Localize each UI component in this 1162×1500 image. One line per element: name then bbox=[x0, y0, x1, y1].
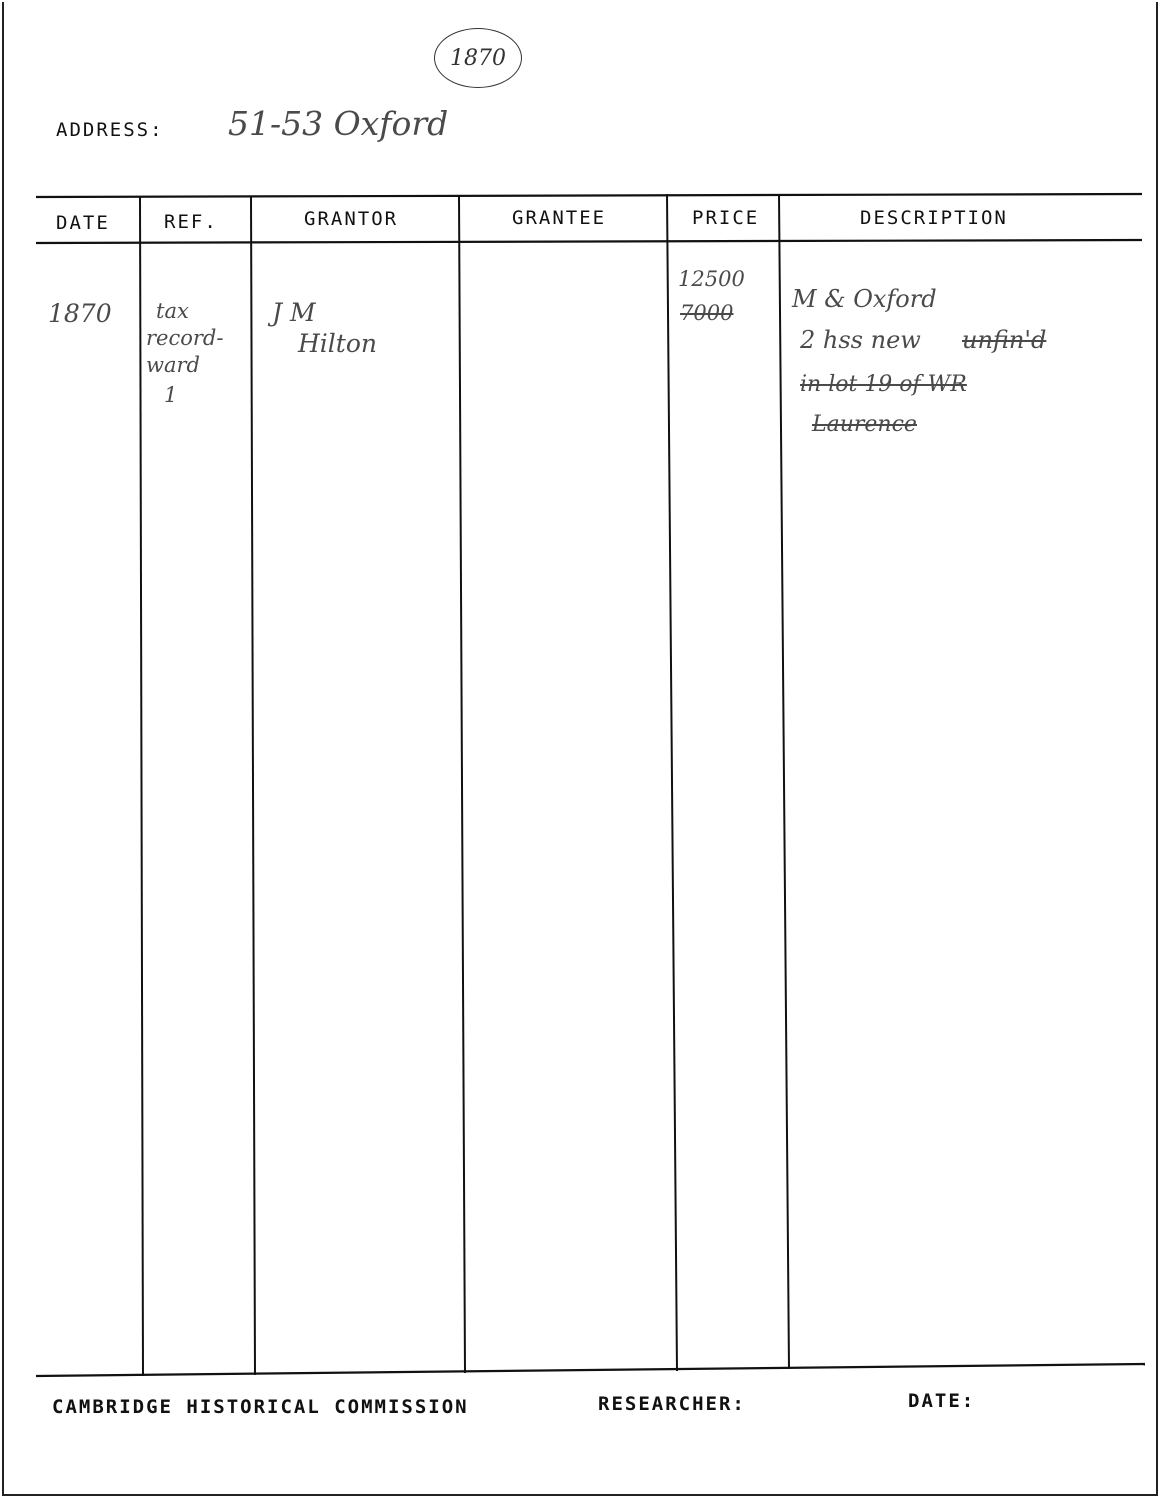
entry-ref-line-3: ward bbox=[146, 353, 200, 377]
footer-researcher-label: RESEARCHER: bbox=[598, 1393, 746, 1415]
entry-description-struck-3: Laurence bbox=[812, 412, 917, 437]
footer-date-label: DATE: bbox=[908, 1390, 976, 1412]
entry-ref-line-4: 1 bbox=[164, 383, 178, 407]
column-header-grantee: GRANTEE bbox=[512, 207, 607, 229]
entry-description-line-2: 2 hss new bbox=[800, 326, 921, 354]
address-value: 51-53 Oxford bbox=[228, 104, 449, 143]
circled-year-text: 1870 bbox=[450, 45, 506, 71]
footer-commission: CAMBRIDGE HISTORICAL COMMISSION bbox=[52, 1396, 469, 1418]
entry-date: 1870 bbox=[48, 299, 112, 328]
entry-price-struck: 7000 bbox=[680, 301, 734, 325]
entry-grantor-line-1: J M bbox=[272, 298, 316, 327]
column-header-price: PRICE bbox=[692, 207, 760, 229]
entry-description-line-1: M & Oxford bbox=[792, 285, 937, 313]
column-header-description: DESCRIPTION bbox=[860, 207, 1008, 229]
column-header-ref: REF. bbox=[164, 211, 218, 233]
column-header-grantor: GRANTOR bbox=[304, 208, 399, 230]
column-header-date: DATE bbox=[56, 212, 110, 234]
entry-price: 12500 bbox=[678, 267, 745, 291]
entry-ref-line-1: tax bbox=[156, 299, 189, 323]
entry-description-struck-1: unfin'd bbox=[962, 326, 1047, 354]
entry-grantor-line-2: Hilton bbox=[298, 329, 377, 358]
entry-description-struck-2: in lot 19 of WR bbox=[800, 372, 967, 397]
entry-ref-line-2: record- bbox=[146, 326, 224, 350]
address-label: ADDRESS: bbox=[56, 119, 164, 141]
